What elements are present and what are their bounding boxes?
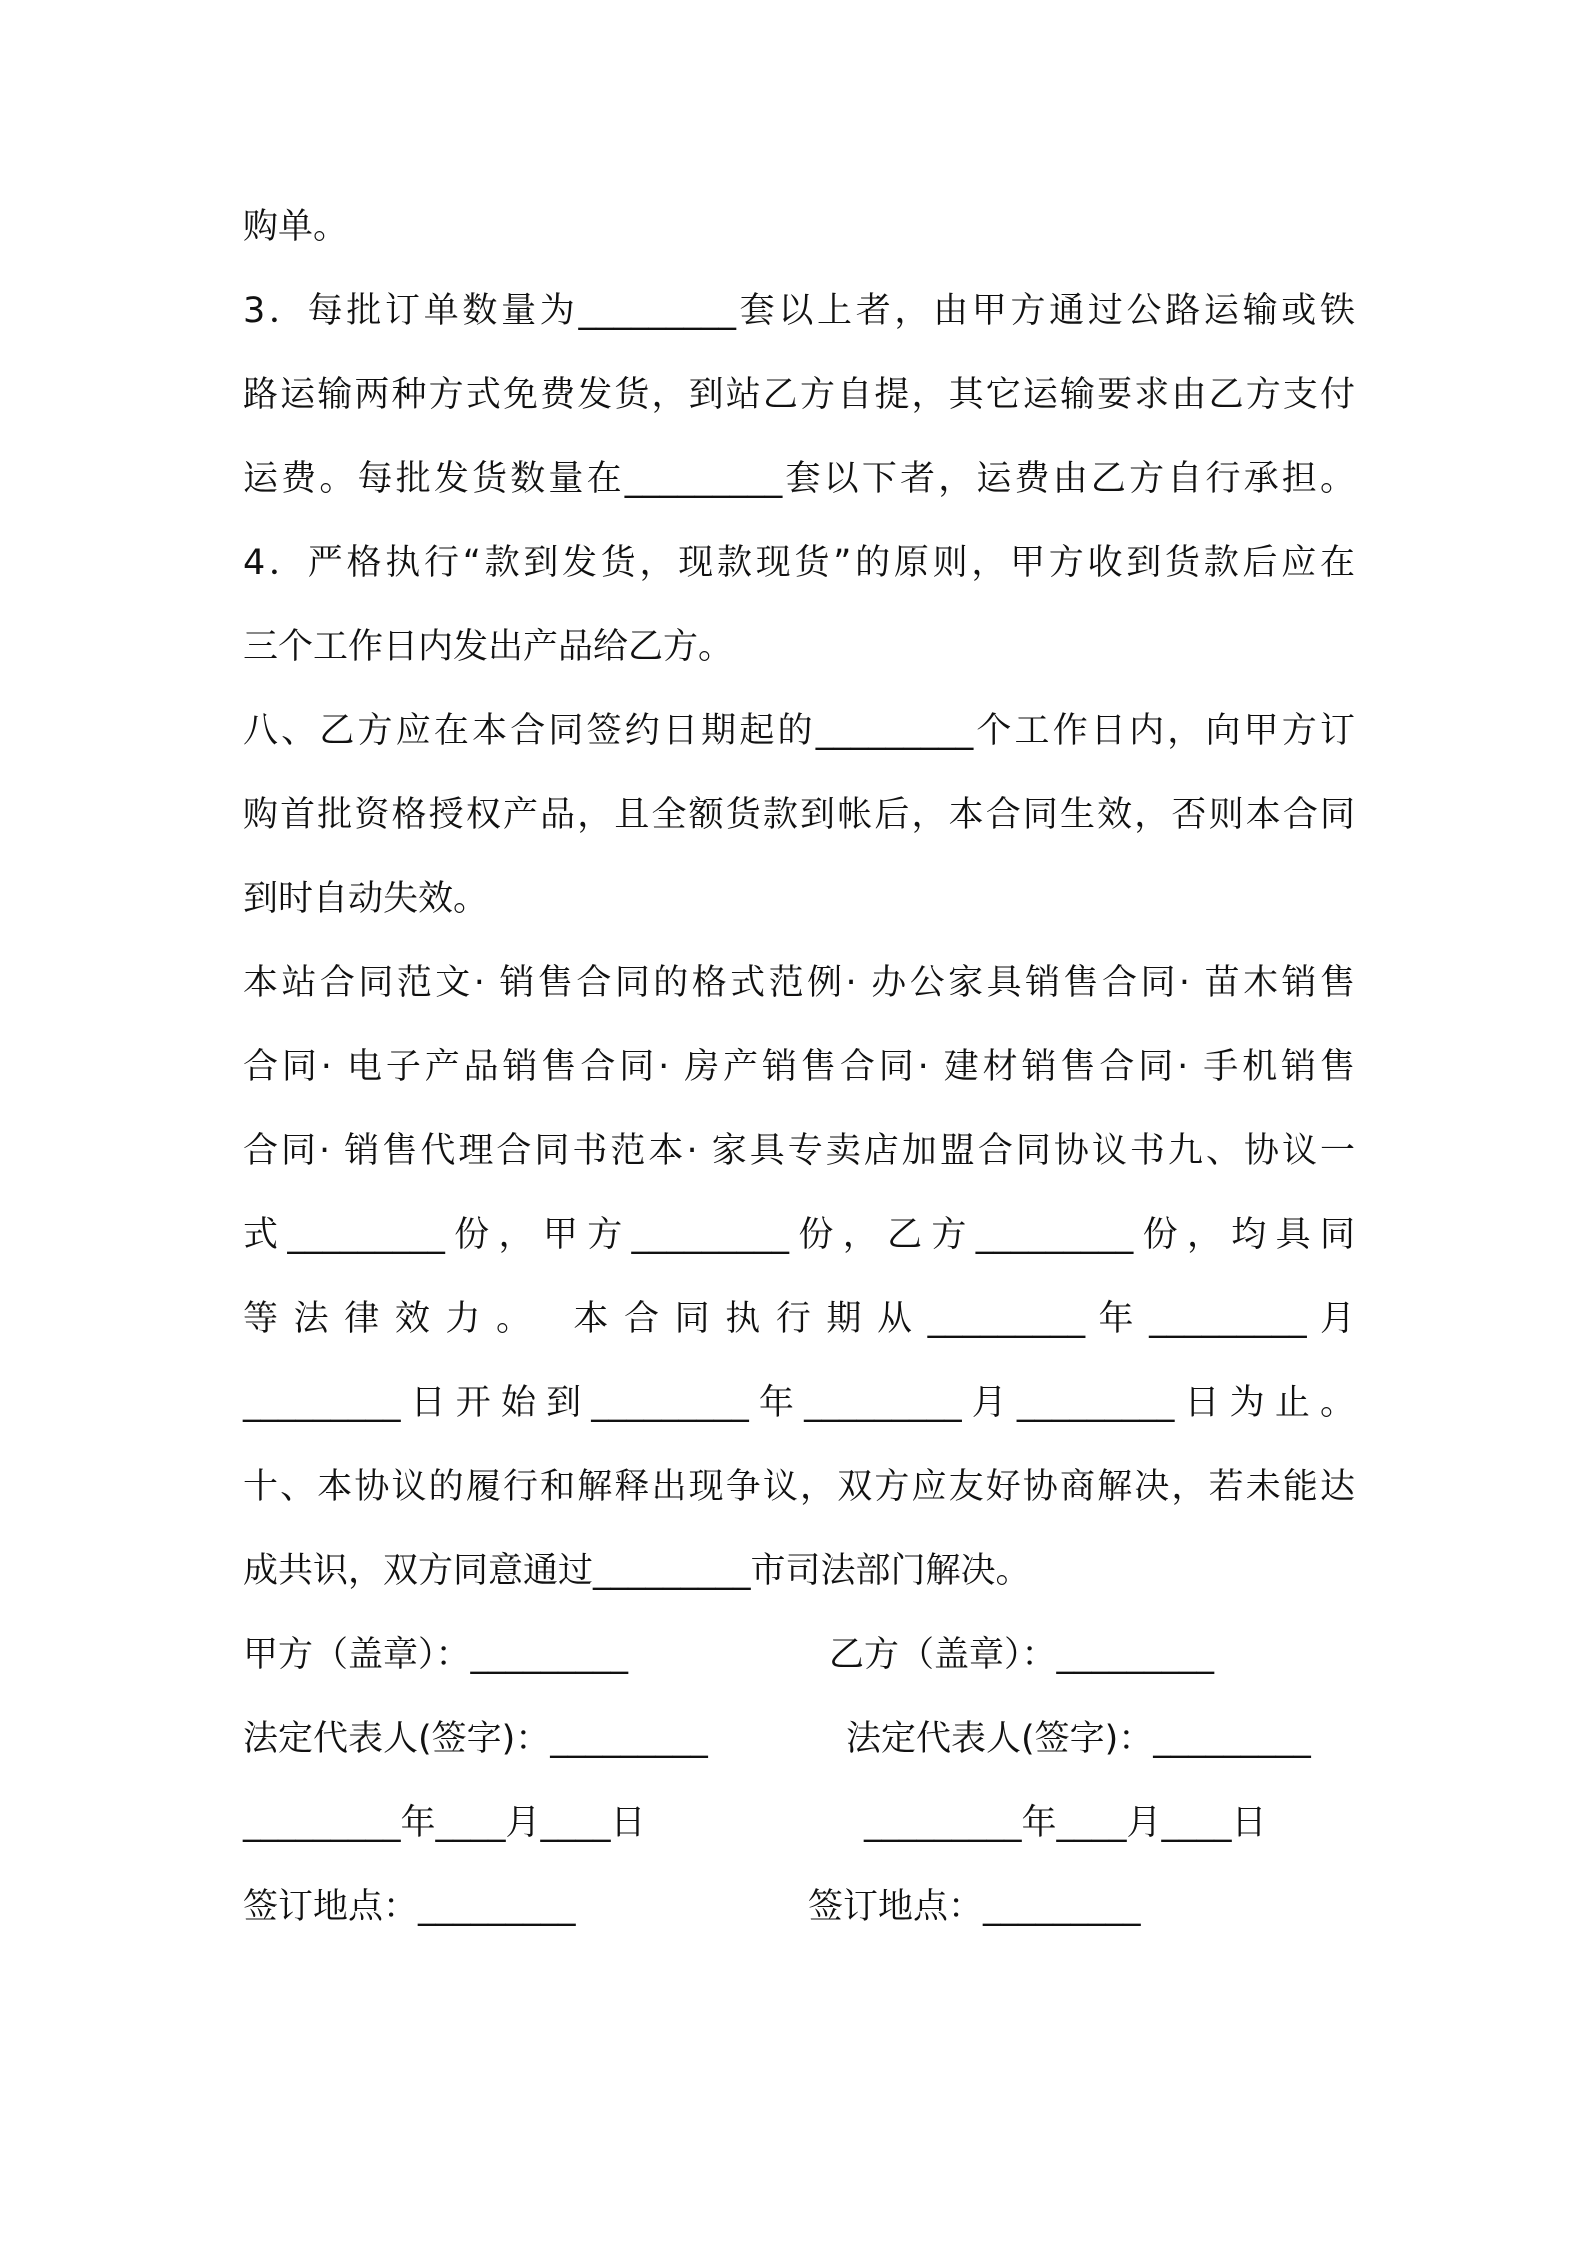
text-line: 3．每批订单数量为_________套以上者，由甲方通过公路运输或铁 xyxy=(243,291,1355,331)
text-line: 4．严格执行“款到发货，现款现货”的原则，甲方收到货款后应在 xyxy=(243,543,1355,583)
text-line: 八、乙方应在本合同签约日期起的_________个工作日内，向甲方订 xyxy=(243,711,1355,751)
party-a-seal: 甲方（盖章）：_________ xyxy=(243,1635,629,1675)
party-b-place: 签订地点：_________ xyxy=(808,1887,1141,1927)
text-line: 合同· 电子产品销售合同· 房产销售合同· 建材销售合同· 手机销售 xyxy=(243,1047,1355,1087)
text-line: _________日开始到_________年_________月_________日为止。 xyxy=(243,1383,1355,1423)
text-line: 运费。每批发货数量在_________套以下者，运费由乙方自行承担。 xyxy=(243,459,1355,499)
party-b-representative: 法定代表人(签字)：_________ xyxy=(846,1719,1311,1759)
text-line: 十、本协议的履行和解释出现争议，双方应友好协商解决，若未能达 xyxy=(243,1467,1355,1507)
party-a-representative: 法定代表人(签字)：_________ xyxy=(243,1719,708,1759)
party-b-seal: 乙方（盖章）：_________ xyxy=(829,1635,1215,1675)
text-line: 合同· 销售代理合同书范本· 家具专卖店加盟合同协议书九、协议一 xyxy=(243,1131,1355,1171)
text-line: 三个工作日内发出产品给乙方。 xyxy=(243,627,734,667)
party-a-date: _________年____月____日 xyxy=(243,1803,646,1843)
text-line: 等 法 律 效 力 。 本 合 同 执 行 期 从 _________ 年 _________ 月 xyxy=(243,1299,1355,1339)
text-line: 购单。 xyxy=(243,207,349,247)
text-line: 本站合同范文· 销售合同的格式范例· 办公家具销售合同· 苗木销售 xyxy=(243,963,1355,1003)
text-line: 路运输两种方式免费发货，到站乙方自提，其它运输要求由乙方支付 xyxy=(243,375,1355,415)
text-line: 到时自动失效。 xyxy=(243,879,489,919)
party-a-place: 签订地点：_________ xyxy=(243,1887,576,1927)
text-line: 式_________份，甲方_________份，乙方_________份，均具同 xyxy=(243,1215,1355,1255)
party-b-date: _________年____月____日 xyxy=(864,1803,1267,1843)
text-line: 成共识，双方同意通过_________市司法部门解决。 xyxy=(243,1551,1031,1591)
text-line: 购首批资格授权产品，且全额货款到帐后，本合同生效，否则本合同 xyxy=(243,795,1355,835)
